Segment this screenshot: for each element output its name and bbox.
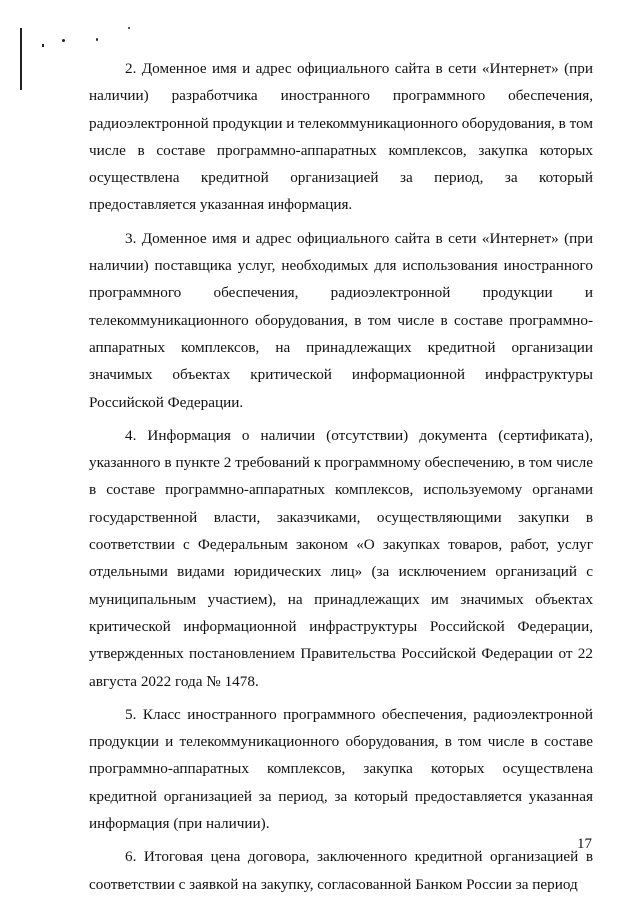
paragraph-item-4: 4. Информация о наличии (отсутствии) документа (сертификата), указанного в пункте 2 требований к программному обеспечению, в том числе в составе программно-аппаратных комплексов, используемому органами государственной власти, заказчиками, осуществляющими закупки в соответствии с Федеральным законом «О закупках товаров, работ, услуг отдельными видами юридических лиц» (за исключением организаций с муниципальным участием), на принадлежащих им значимых объектах критической информационной инфраструктуры Российской Федерации, утвержденных постановлением Правительства Российской Федерации от 22 августа 2022 года № 1478. — [89, 426, 593, 690]
paragraph-item-5: 5. Класс иностранного программного обеспечения, радиоэлектронной продукции и телекоммуникационного оборудования, в том числе в составе программно-аппаратных комплексов, закупка которых осуществлена кредитной организацией за период, за который предоставляется указанная информация (при наличии). — [89, 705, 593, 833]
scan-mark — [42, 44, 44, 47]
scan-mark — [62, 39, 65, 42]
page-number: 17 — [577, 836, 592, 852]
scan-mark — [128, 27, 130, 29]
scan-mark — [96, 38, 98, 41]
paragraph-item-3: 3. Доменное имя и адрес официального сайта в сети «Интернет» (при наличии) поставщика услуг, необходимых для использования иностранного программного обеспечения, радиоэлектронной продукции и телекоммуникационного оборудования, в том числе в составе программно-аппаратных комплексов, на принадлежащих кредитной организации значимых объектах критической информационной инфраструктуры Российской Федерации. — [89, 229, 593, 411]
paragraph-item-2: 2. Доменное имя и адрес официального сайта в сети «Интернет» (при наличии) разработчика иностранного программного обеспечения, радиоэлектронной продукции и телекоммуникационного оборудования, в том числе в составе программно-аппаратных комплексов, закупка которых осуществлена кредитной организацией за период, за который предоставляется указанная информация. — [89, 60, 593, 214]
paragraph-item-6: 6. Итоговая цена договора, заключенного кредитной организацией в соответствии с заявкой на закупку, согласованной Банком России за период — [89, 848, 593, 893]
body-text — [89, 55, 593, 904]
scan-mark — [20, 28, 22, 90]
